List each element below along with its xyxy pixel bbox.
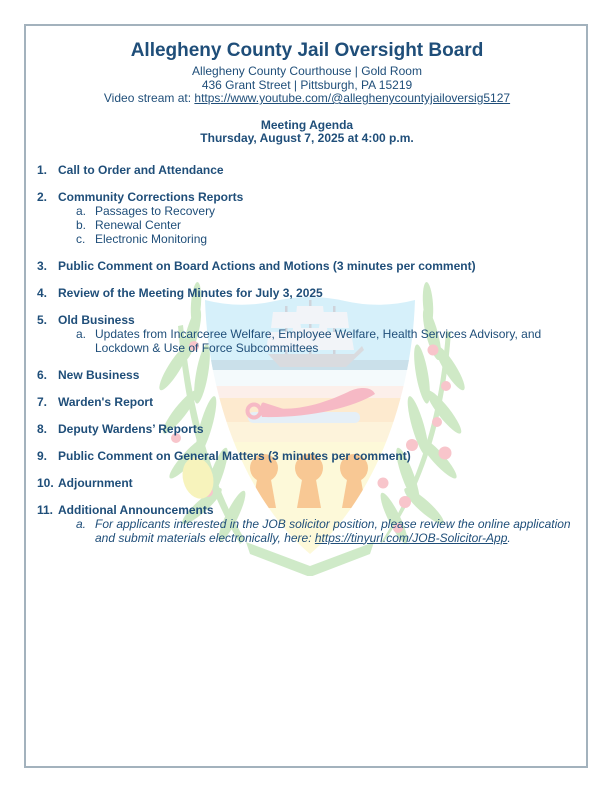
agenda-item-2 <box>37 190 577 246</box>
agenda-item-10 <box>37 476 577 490</box>
sub-item-letter: c. <box>76 231 86 246</box>
agenda-item-6 <box>37 368 577 382</box>
video-stream-label: Video stream at: <box>103 91 195 105</box>
sub-item <box>76 218 577 232</box>
item-label: Warden's Report <box>58 394 154 409</box>
agenda-item-9 <box>37 449 577 463</box>
sub-item <box>76 232 577 246</box>
item-number: 6. <box>37 367 48 382</box>
agenda-list <box>37 163 577 545</box>
sub-item-letter: a. <box>76 326 87 341</box>
agenda-heading: Meeting Agenda <box>260 117 354 132</box>
sub-item-text <box>95 517 577 545</box>
video-stream-line <box>37 92 577 106</box>
item-number: 1. <box>37 162 48 177</box>
sub-item <box>76 327 577 355</box>
sub-item-text: Passages to Recovery <box>95 203 216 218</box>
sub-item-text-before: For applicants interested in the JOB solicitor position, please review the online application and submit materials electronically, here: <box>95 516 571 545</box>
solicitor-app-link[interactable]: https://tinyurl.com/JOB-Solicitor-App <box>314 530 508 545</box>
address-line: 436 Grant Street | Pittsburgh, PA 15219 <box>201 77 413 92</box>
agenda-document <box>37 40 577 558</box>
item-number: 10. <box>37 475 54 490</box>
sub-item <box>76 204 577 218</box>
sub-item-text: Updates from Incarceree Welfare, Employee Welfare, Health Services Advisory, and Lockdown & Use of Force Subcommittees <box>95 326 542 355</box>
item-label: Old Business <box>58 312 135 327</box>
item-number: 4. <box>37 285 48 300</box>
sub-item-letter: a. <box>76 516 87 531</box>
sub-item-letter: b. <box>76 217 87 232</box>
venue-line: Allegheny County Courthouse | Gold Room <box>192 64 422 78</box>
agenda-datetime: Thursday, August 7, 2025 at 4:00 p.m. <box>200 131 414 145</box>
sub-item-text: Renewal Center <box>95 217 182 232</box>
agenda-item-8 <box>37 422 577 436</box>
sub-item-text-after: . <box>507 530 511 545</box>
agenda-item-3 <box>37 259 577 273</box>
item-number: 5. <box>37 312 48 327</box>
item-number: 2. <box>37 189 48 204</box>
document-header <box>37 40 577 146</box>
item-label: Adjournment <box>58 475 133 490</box>
item-label: Deputy Wardens’ Reports <box>58 421 204 436</box>
item-label: Review of the Meeting Minutes for July 3, 2025 <box>58 285 323 300</box>
sub-item-text: Electronic Monitoring <box>95 231 208 246</box>
item-label: Additional Announcements <box>58 502 214 517</box>
item-label: Public Comment on General Matters (3 minutes per comment) <box>58 448 411 463</box>
agenda-item-7 <box>37 395 577 409</box>
item-number: 9. <box>37 448 48 463</box>
page-title: Allegheny County Jail Oversight Board <box>130 40 484 61</box>
agenda-item-11 <box>37 503 577 545</box>
item-label: New Business <box>58 367 140 382</box>
agenda-item-4 <box>37 286 577 300</box>
item-number: 11. <box>37 502 54 517</box>
item-label: Community Corrections Reports <box>58 189 244 204</box>
agenda-item-5 <box>37 313 577 355</box>
sub-item <box>76 517 577 545</box>
item-label: Public Comment on Board Actions and Motions (3 minutes per comment) <box>58 258 476 273</box>
item-number: 3. <box>37 258 48 273</box>
item-label: Call to Order and Attendance <box>58 162 224 177</box>
item-number: 7. <box>37 394 48 409</box>
item-number: 8. <box>37 421 48 436</box>
youtube-stream-link[interactable]: https://www.youtube.com/@alleghenycountyjailoversig5127 <box>194 91 511 105</box>
agenda-item-1 <box>37 163 577 177</box>
sub-item-letter: a. <box>76 203 87 218</box>
